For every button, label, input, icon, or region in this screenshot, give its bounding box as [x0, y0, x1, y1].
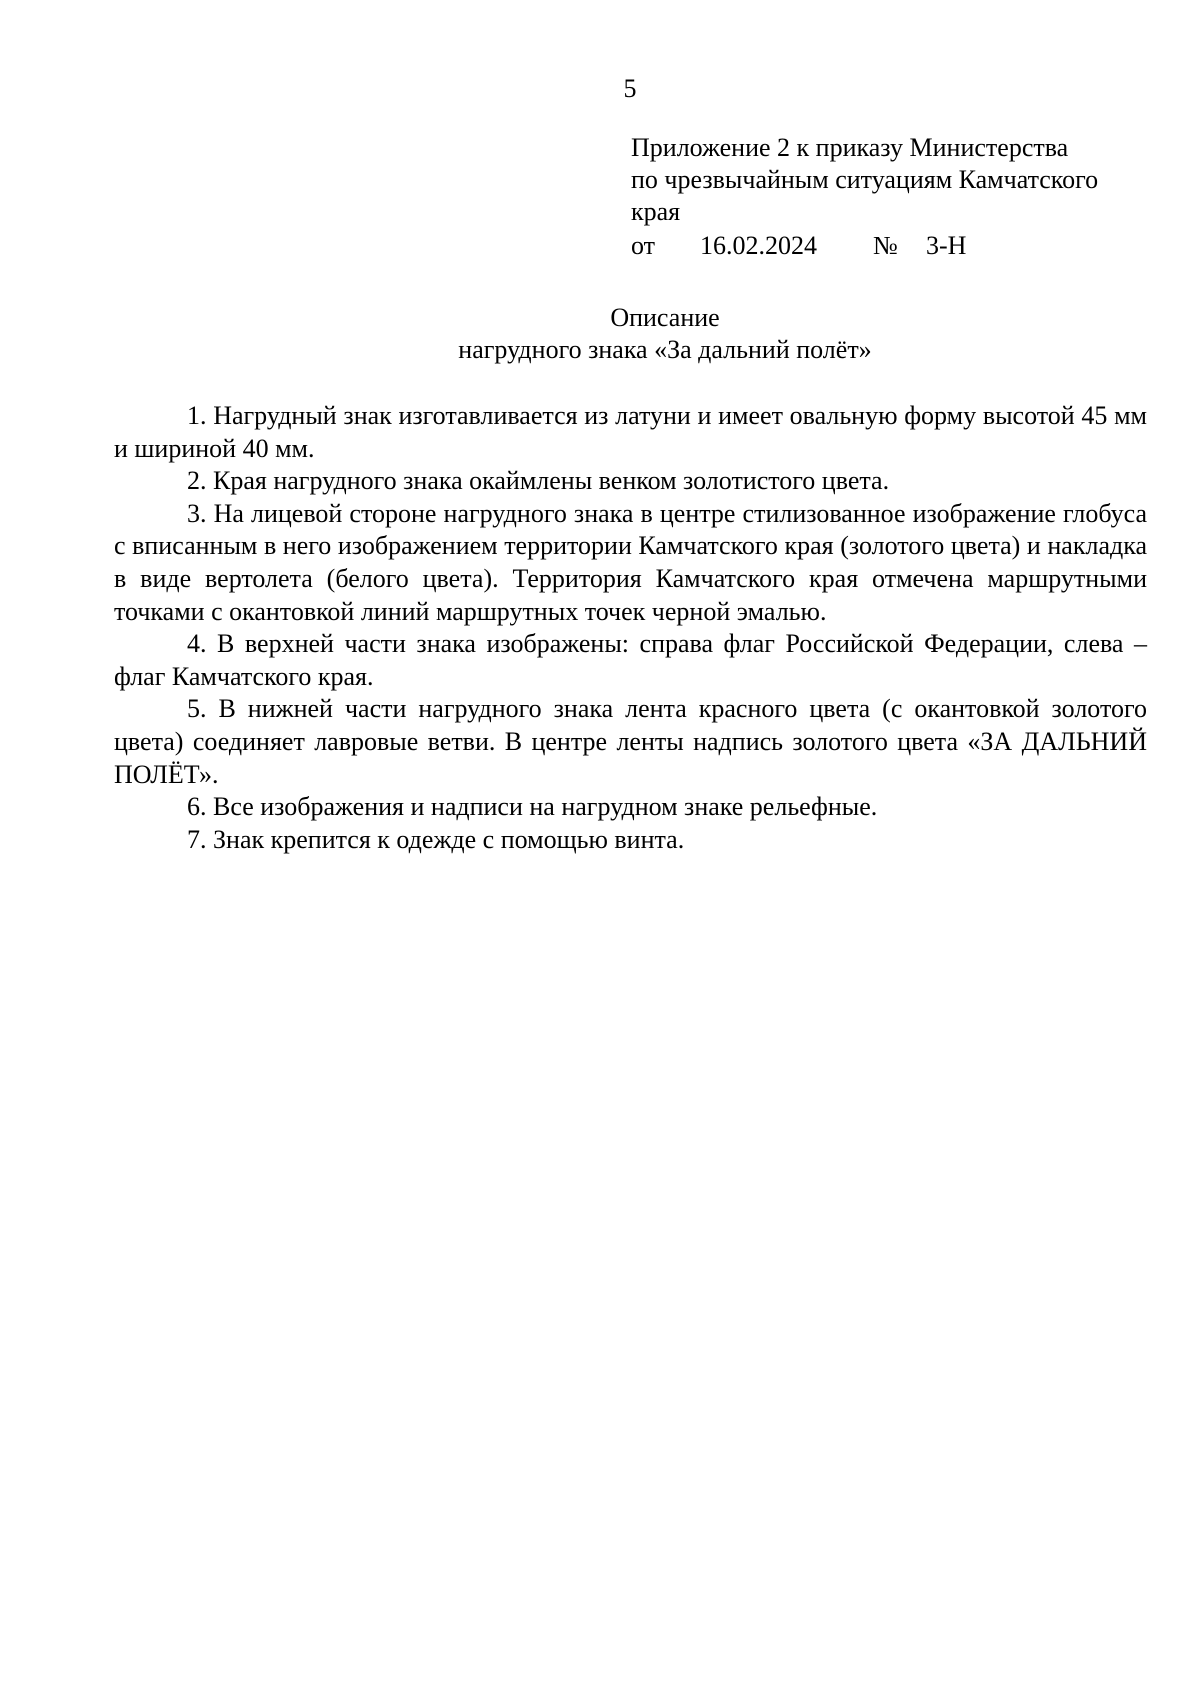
page-number: 5 — [623, 74, 637, 103]
paragraph-4: 4. В верхней части знака изображены: справа флаг Российской Федерации, слева – флаг Камчатского края. — [114, 629, 1147, 691]
appendix-header — [631, 132, 1151, 262]
appendix-line-1: Приложение 2 к приказу Министерства — [631, 133, 1069, 162]
paragraph-3: 3. На лицевой стороне нагрудного знака в центре стилизованное изображение глобуса с вписанным в него изображением территории Камчатского края (золотого цвета) и накладка в виде вертолета (белого цвета). Территория Камчатского края отмечена маршрутными точками с окантовкой линий маршрутных точек черной эмалью. — [114, 498, 1147, 626]
appendix-line-2: по чрезвычайным ситуациям Камчатского — [631, 165, 1099, 194]
order-number: 3-Н — [926, 231, 967, 260]
from-label: от — [631, 231, 656, 260]
order-date: 16.02.2024 — [700, 231, 817, 260]
number-sign: № — [873, 231, 898, 260]
document-body — [114, 400, 1147, 856]
paragraph-2: 2. Края нагрудного знака окаймлены венком золотистого цвета. — [187, 466, 890, 496]
paragraph-1: 1. Нагрудный знак изготавливается из латуни и имеет овальную форму высотой 45 мм и шириной 40 мм. — [114, 401, 1147, 463]
paragraph-5: 5. В нижней части нагрудного знака лента красного цвета (с окантовкой золотого цвета) соединяет лавровые ветви. В центре ленты надпись золотого цвета «ЗА ДАЛЬНИЙ ПОЛЁТ». — [114, 694, 1147, 789]
title-line-1: Описание — [610, 303, 720, 332]
appendix-line-3: края — [631, 197, 681, 226]
title-line-2: нагрудного знака «За дальний полёт» — [458, 335, 872, 364]
document-title — [0, 302, 1200, 366]
order-reference — [631, 230, 1151, 262]
paragraph-6: 6. Все изображения и надписи на нагрудном знаке рельефные. — [187, 792, 878, 822]
paragraph-7: 7. Знак крепится к одежде с помощью винта. — [187, 824, 685, 854]
